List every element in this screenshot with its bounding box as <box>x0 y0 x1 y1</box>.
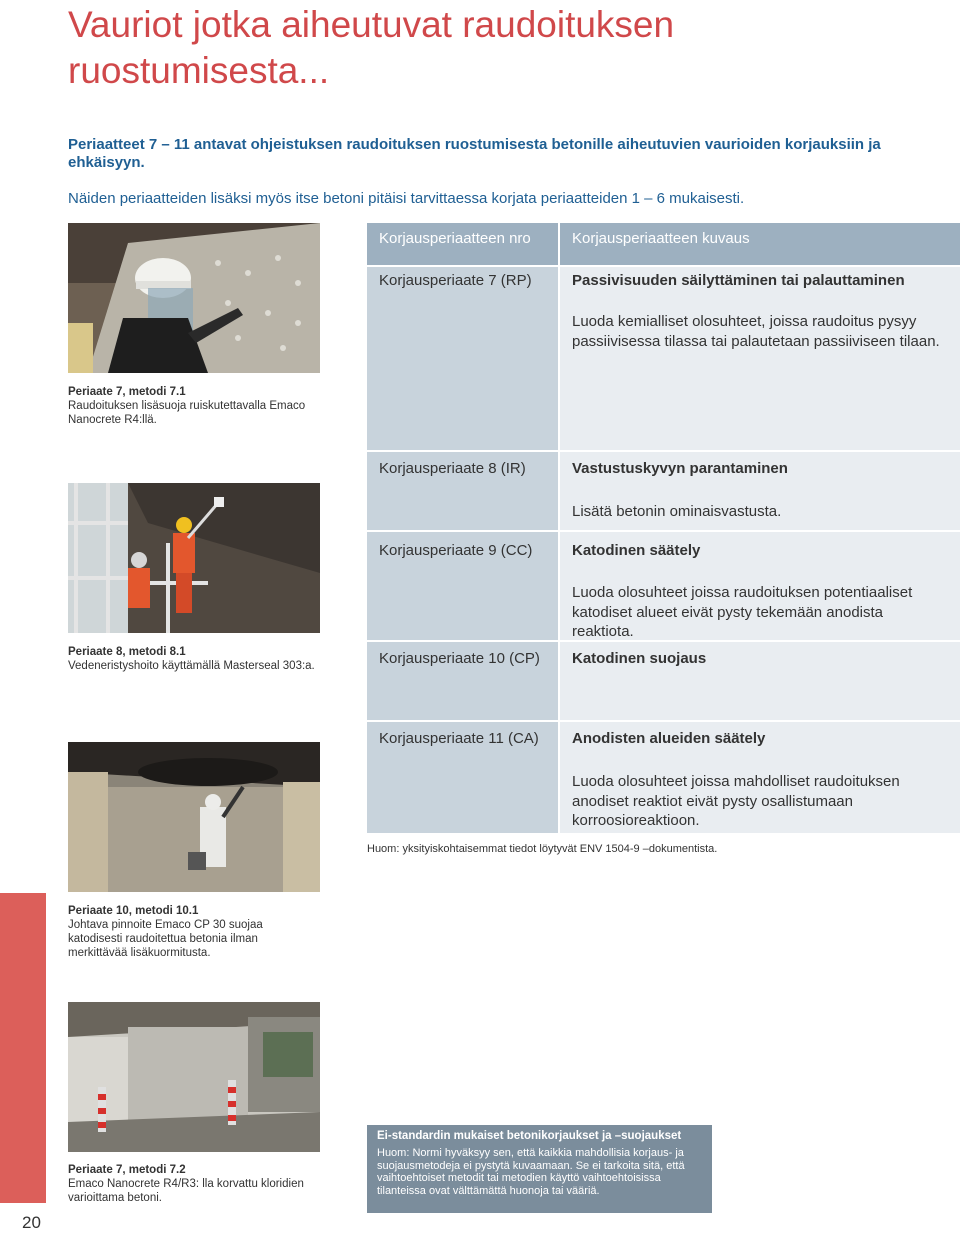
row-divider <box>367 450 960 452</box>
caption-3-text: Johtava pinnoite Emaco CP 30 suojaa katodisesti raudoitettua betonia ilman merkittävää lisäkuormitusta. <box>68 919 263 959</box>
principle-9-body: Luoda olosuhteet joissa raudoituksen potentiaaliset katodiset alueet eivät pysty tekemään anodista reaktiota. <box>572 584 913 640</box>
infobox-title-text: Ei-standardin mukaiset betonikorjaukset ja –suojaukset <box>377 1130 682 1142</box>
infobox-title <box>367 1125 712 1147</box>
photo-tunnel-repair <box>68 1002 320 1152</box>
table-header-nro: Korjausperiaatteen nro <box>379 230 531 247</box>
page-title-line-1: Vauriot jotka aiheutuvat raudoituksen <box>68 4 675 45</box>
intro-normal: Näiden periaatteiden lisäksi myös itse betoni pitäisi tarvittaessa korjata periaatteiden 1 – 6 mukaisesti. <box>68 190 745 207</box>
caption-4-text: Emaco Nanocrete R4/R3: lla korvattu kloridien varioittama betoni. <box>68 1178 304 1204</box>
principle-11-label: Korjausperiaate 11 (CA) <box>379 730 539 747</box>
principle-9-label: Korjausperiaate 9 (CC) <box>379 542 533 559</box>
photo-garage-coating <box>68 742 320 892</box>
principle-8-title: Vastustuskyvyn parantaminen <box>572 460 788 477</box>
caption-4-title: Periaate 7, metodi 7.2 <box>68 1164 186 1176</box>
table-note: Huom: yksityiskohtaisemmat tiedot löytyvät ENV 1504-9 –dokumentista. <box>367 843 718 855</box>
page-number: 20 <box>22 1213 41 1232</box>
table-header-desc: Korjausperiaatteen kuvaus <box>572 230 750 247</box>
infobox-body <box>367 1147 712 1213</box>
caption-1 <box>68 385 338 427</box>
row-divider <box>367 530 960 532</box>
principle-8-label: Korjausperiaate 8 (IR) <box>379 460 526 477</box>
photo-scaffold-workers <box>68 483 320 633</box>
photo-spraying-worker <box>68 223 320 373</box>
caption-4 <box>68 1163 313 1205</box>
principle-7-title: Passivisuuden säilyttäminen tai palauttaminen <box>572 272 905 289</box>
side-color-bar <box>0 893 46 1203</box>
caption-2-title: Periaate 8, metodi 8.1 <box>68 646 186 658</box>
page-title <box>68 2 928 94</box>
caption-3-title: Periaate 10, metodi 10.1 <box>68 905 199 917</box>
infobox-body-text: Huom: Normi hyväksyy sen, että kaikkia mahdollisia korjaus- ja suojausmetodeja ei pystytä kuvaamaan. Se ei tarkoita sitä, että vaihtoehtoiset metodit tai metodien käyttö vaihtoehtoisissa tilanteissa ovat välttämättä huonoja tai vääriä. <box>377 1147 685 1197</box>
principle-11-body: Luoda olosuhteet joissa mahdolliset raudoituksen anodiset reaktiot eivät pysty osallistumaan korroosioreaktioon. <box>572 773 900 829</box>
caption-3 <box>68 904 298 960</box>
principle-7-body: Luoda kemialliset olosuhteet, joissa raudoitus pysyy passiivisessa tilassa tai palautetaan passiiviseen tilaan. <box>572 313 940 350</box>
caption-1-text: Raudoituksen lisäsuoja ruiskutettavalla Emaco Nanocrete R4:llä. <box>68 400 306 426</box>
principle-9-title: Katodinen säätely <box>572 542 701 559</box>
principle-10-label: Korjausperiaate 10 (CP) <box>379 650 540 667</box>
caption-2-text: Vedeneristyshoito käyttämällä Masterseal 303:a. <box>68 660 315 672</box>
page-title-line-2: ruostumisesta... <box>68 50 330 91</box>
principle-7-label: Korjausperiaate 7 (RP) <box>379 272 532 289</box>
row-divider <box>367 720 960 722</box>
caption-2 <box>68 645 338 673</box>
principle-10-title: Katodinen suojaus <box>572 650 707 667</box>
caption-1-title: Periaate 7, metodi 7.1 <box>68 386 186 398</box>
principle-8-body: Lisätä betonin ominaisvastusta. <box>572 503 782 520</box>
principle-11-title: Anodisten alueiden säätely <box>572 730 766 747</box>
intro-bold: Periaatteet 7 – 11 antavat ohjeistuksen raudoituksen ruostumisesta betonille aiheutuvien vaurioiden korjauksiin ja ehkäisyyn. <box>68 136 881 171</box>
